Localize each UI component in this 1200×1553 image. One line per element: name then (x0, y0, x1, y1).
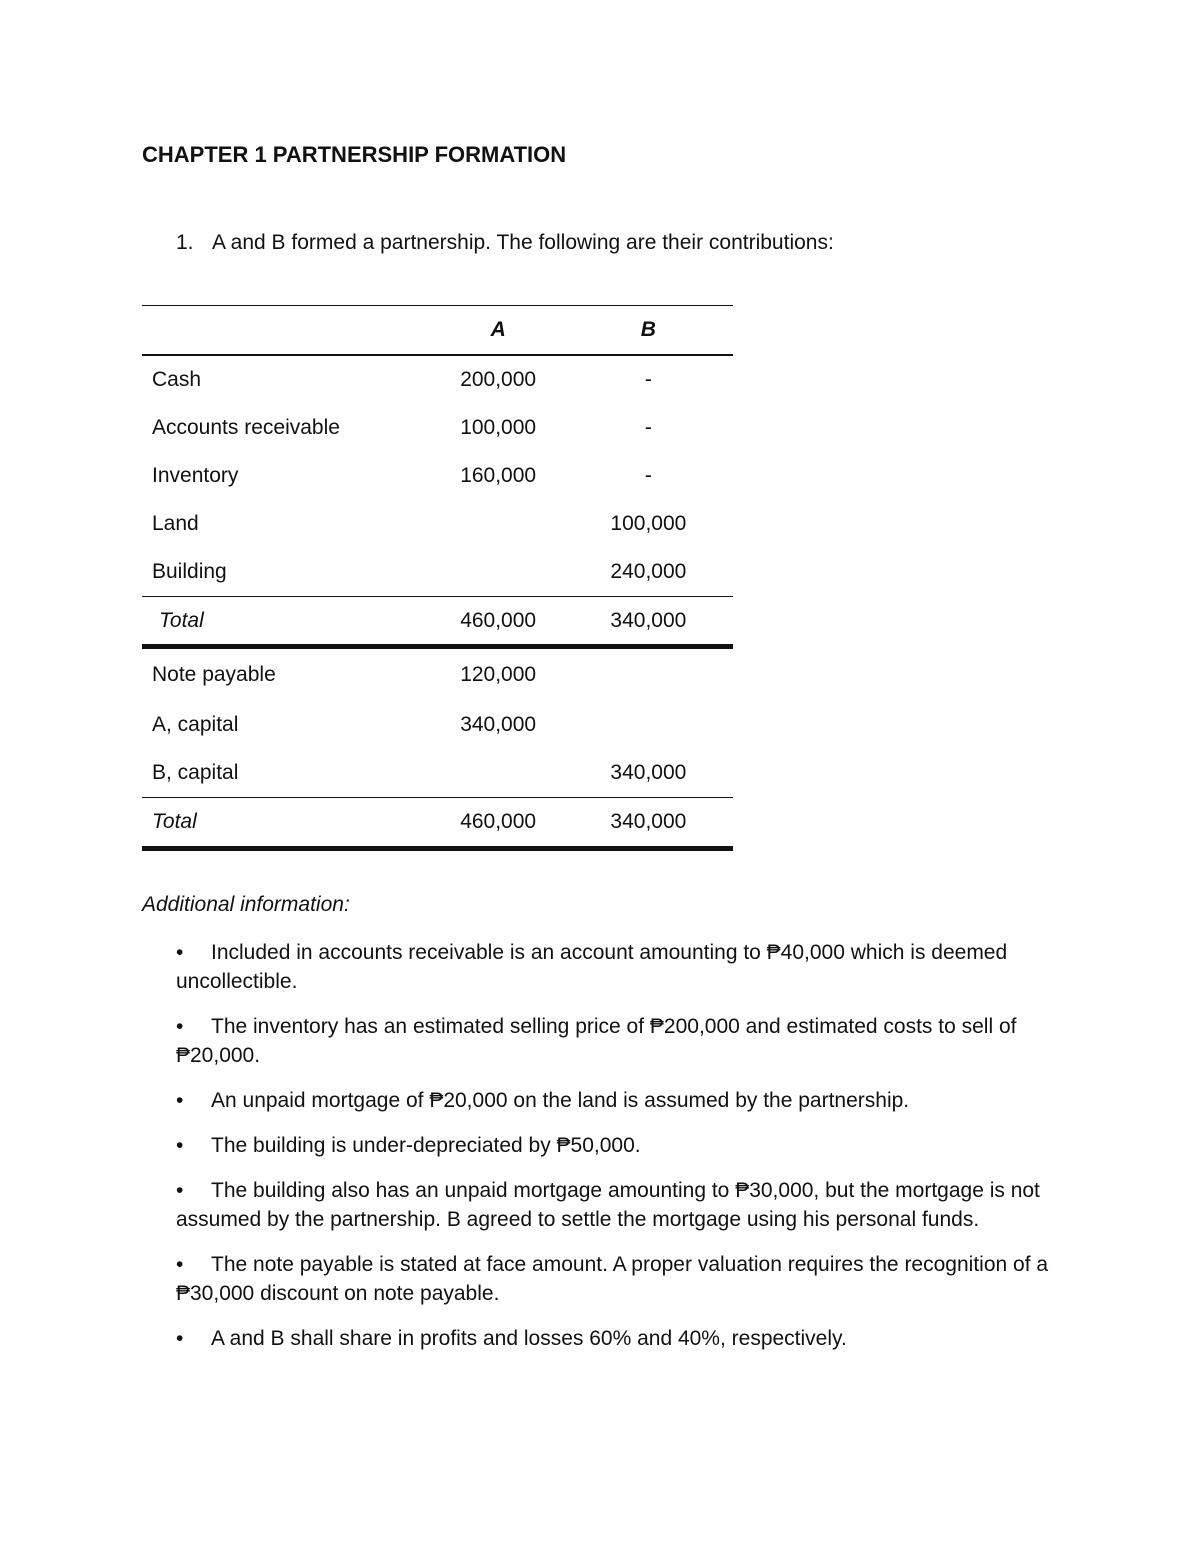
list-item: • A and B shall share in profits and losses 60% and 40%, respectively. (176, 1324, 1076, 1353)
list-item: • Included in accounts receivable is an account amounting to ₱40,000 which is deemed uncollectible. (176, 938, 1076, 996)
equities-total-row: Total 460,000 340,000 (142, 798, 733, 849)
bullet-icon: • (176, 1134, 184, 1157)
additional-info-list (176, 938, 1076, 1369)
table-row: A, capital 340,000 (152, 713, 537, 736)
bullet-icon: • (176, 1253, 184, 1276)
table-row: Accounts receivable 100,000 - (152, 416, 652, 439)
bullet-icon: • (176, 1327, 184, 1350)
bullet-icon: • (176, 1089, 184, 1112)
problem-intro (176, 231, 834, 255)
header-b: B (640, 318, 656, 341)
table-row: B, capital 340,000 (152, 761, 687, 784)
header-a: A (490, 318, 506, 341)
table-header-row (142, 306, 733, 356)
additional-info-heading: Additional information: (142, 893, 350, 916)
bullet-icon: • (176, 941, 184, 964)
assets-total-row: Total 460,000 340,000 (142, 597, 733, 647)
table-row: Building 240,000 (152, 560, 687, 583)
table-row: Inventory 160,000 - (152, 464, 652, 487)
contributions-table (142, 305, 733, 851)
table-row: Note payable 120,000 (152, 663, 537, 686)
list-item: • The building is under-depreciated by ₱50,000. (176, 1131, 1076, 1160)
list-item: • The building also has an unpaid mortgage amounting to ₱30,000, but the mortgage is not assumed by the partnership. B agreed to settle the mortgage using his personal funds. (176, 1176, 1076, 1234)
bullet-icon: • (176, 1179, 184, 1202)
page-title: CHAPTER 1 PARTNERSHIP FORMATION (142, 142, 567, 167)
table-row: Land 100,000 (152, 512, 687, 535)
list-item: • The note payable is stated at face amount. A proper valuation requires the recognition of a ₱30,000 discount on note payable. (176, 1250, 1076, 1308)
list-item: • The inventory has an estimated selling price of ₱200,000 and estimated costs to sell of ₱20,000. (176, 1012, 1076, 1070)
table-row: Cash 200,000 - (152, 368, 652, 391)
header-label (142, 306, 433, 356)
problem-text: A and B formed a partnership. The following are their contributions: (212, 231, 834, 254)
bullet-icon: • (176, 1015, 184, 1038)
problem-number: 1. (176, 231, 194, 254)
list-item: • An unpaid mortgage of ₱20,000 on the land is assumed by the partnership. (176, 1086, 1076, 1115)
